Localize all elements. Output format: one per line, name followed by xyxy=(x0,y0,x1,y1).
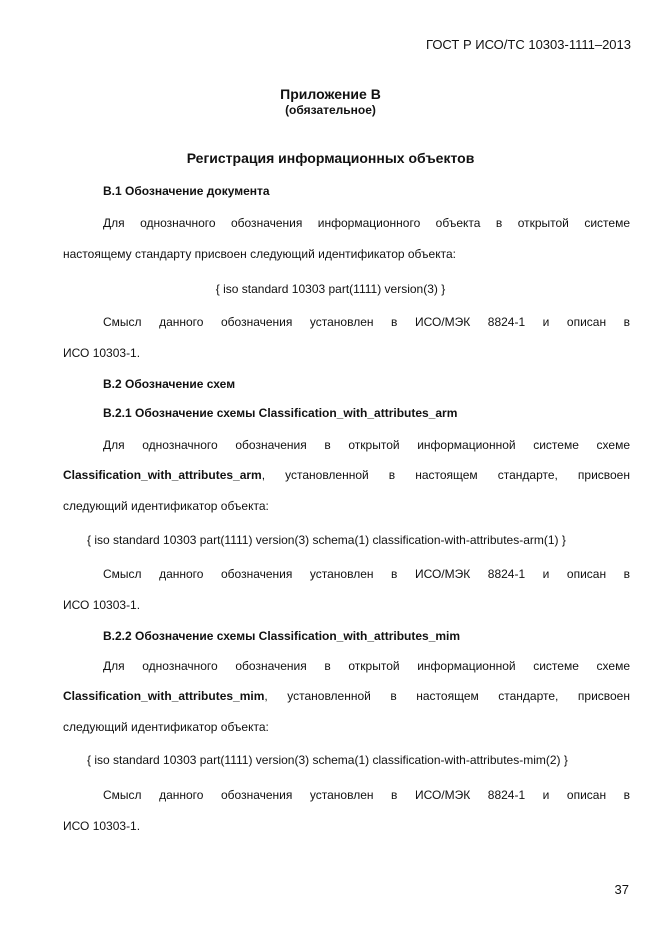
b22-meaning-line: ИСО 10303-1. xyxy=(63,819,141,833)
b22-meaning-line: Смысл данного обозначения установлен в ИСО/МЭК 8824-1 и описан в xyxy=(103,788,630,802)
b21-paragraph-line: Для однозначного обозначения в открытой информационной системе схеме xyxy=(103,438,630,452)
b1-paragraph-line: настоящему стандарту присвоен следующий идентификатор объекта: xyxy=(63,247,456,261)
section-b1-heading: В.1 Обозначение документа xyxy=(103,184,270,198)
page-number: 37 xyxy=(614,882,629,897)
annex-subtitle: (обязательное) xyxy=(285,103,376,117)
section-b2-heading: В.2 Обозначение схем xyxy=(103,377,236,391)
section-b21-heading: В.2.1 Обозначение схемы Classification_with_attributes_arm xyxy=(103,406,458,420)
schema-name: Classification_with_attributes_arm xyxy=(63,468,262,482)
b21-object-identifier: { iso standard 10303 part(1111) version(3) schema(1) classification-with-attributes-arm(1) } xyxy=(87,533,566,547)
b1-meaning-line: ИСО 10303-1. xyxy=(63,346,141,360)
b22-paragraph-line: следующий идентификатор объекта: xyxy=(63,720,269,734)
b1-paragraph-line: Для однозначного обозначения информационного объекта в открытой системе xyxy=(103,216,630,230)
document-code-header: ГОСТ Р ИСО/ТС 10303-1111–2013 xyxy=(426,37,631,52)
b21-paragraph-text: , установленной в настоящем стандарте, присвоен xyxy=(261,468,630,482)
schema-name: Classification_with_attributes_mim xyxy=(63,689,265,703)
annex-heading: Регистрация информационных объектов xyxy=(186,150,475,166)
section-b22-heading: В.2.2 Обозначение схемы Classification_with_attributes_mim xyxy=(103,629,461,643)
b22-paragraph-line xyxy=(63,689,630,703)
b1-meaning-line: Смысл данного обозначения установлен в ИСО/МЭК 8824-1 и описан в xyxy=(103,315,630,329)
b1-object-identifier: { iso standard 10303 part(1111) version(3) } xyxy=(215,282,446,296)
b22-paragraph-line: Для однозначного обозначения в открытой информационной системе схеме xyxy=(103,659,630,673)
b21-paragraph-line xyxy=(63,468,630,482)
b21-meaning-line: ИСО 10303-1. xyxy=(63,598,141,612)
b21-meaning-line: Смысл данного обозначения установлен в ИСО/МЭК 8824-1 и описан в xyxy=(103,567,630,581)
annex-title: Приложение В xyxy=(280,86,381,102)
b22-object-identifier: { iso standard 10303 part(1111) version(3) schema(1) classification-with-attributes-mim(2) } xyxy=(87,753,568,767)
b22-paragraph-text: , установленной в настоящем стандарте, присвоен xyxy=(264,689,630,703)
b21-paragraph-line: следующий идентификатор объекта: xyxy=(63,499,269,513)
